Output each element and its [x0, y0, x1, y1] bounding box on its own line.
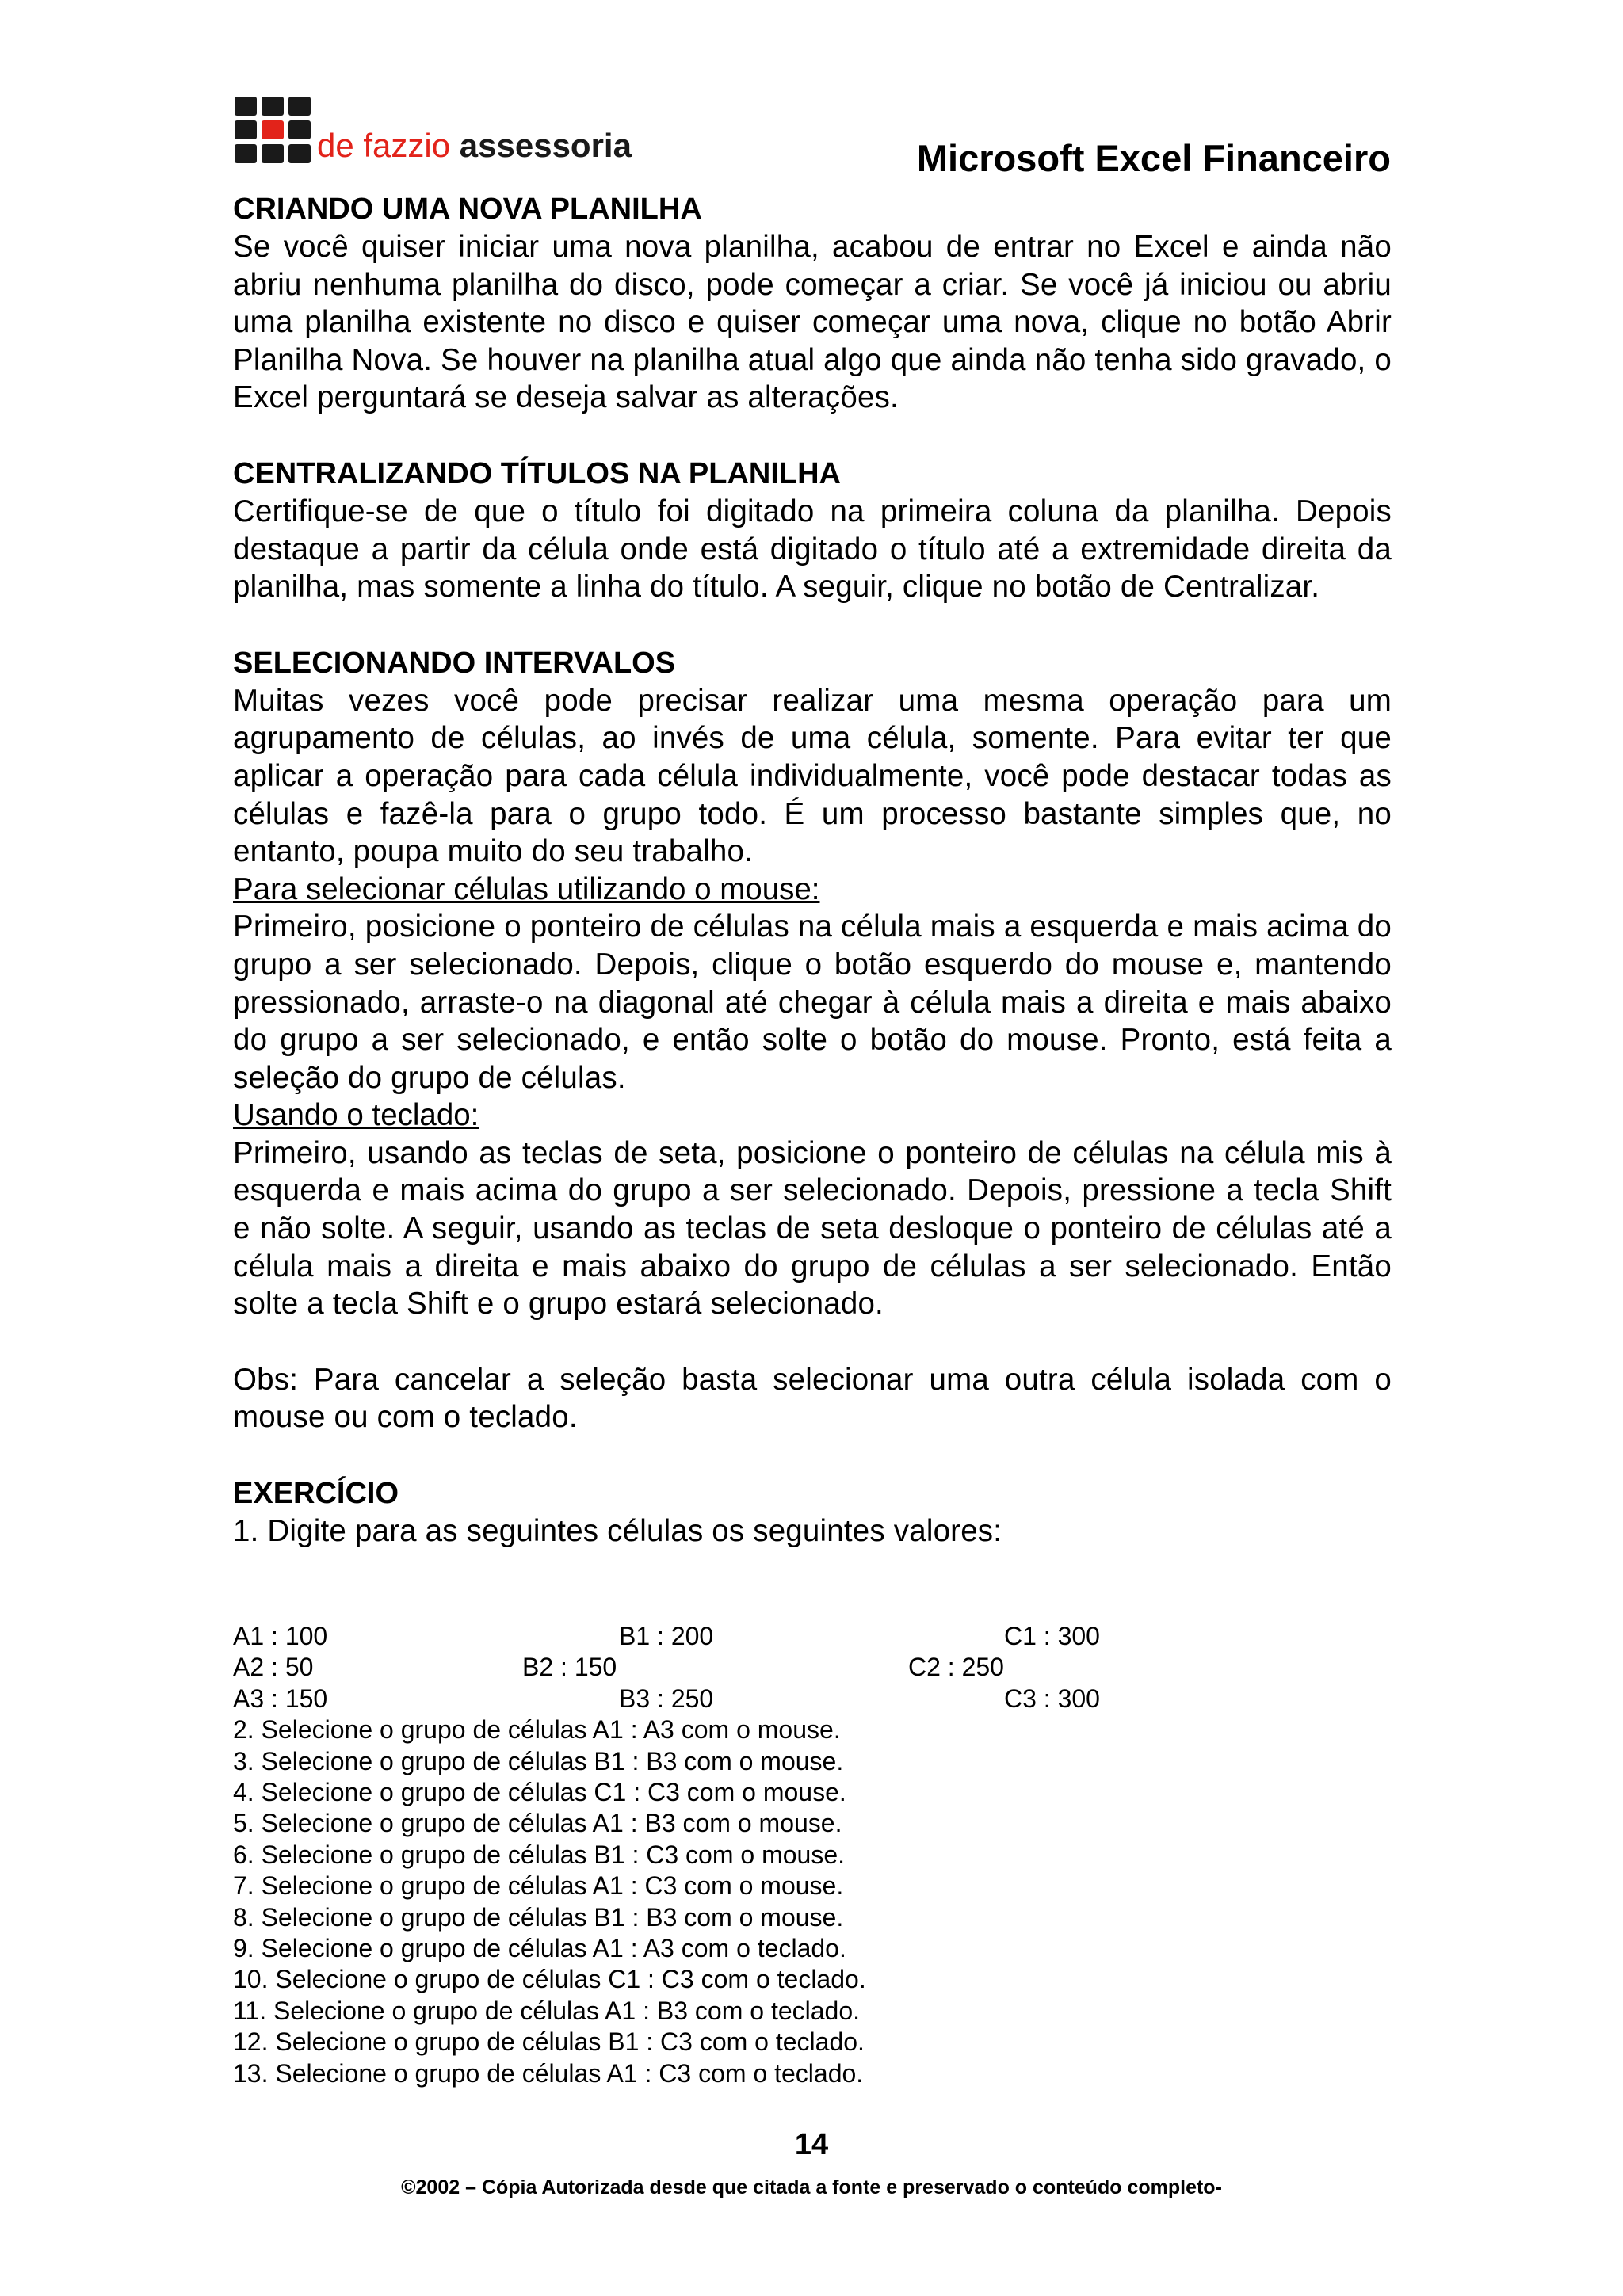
- cell-value: C1 : 300: [1004, 1622, 1100, 1650]
- exercise-step: 3. Selecione o grupo de células B1 : B3 com o mouse.: [233, 1746, 844, 1775]
- section-heading-centralizando: CENTRALIZANDO TÍTULOS NA PLANILHA: [233, 456, 841, 490]
- cell-values-row-2: [233, 1652, 1392, 1683]
- exercise-list: [233, 1621, 1392, 2089]
- exercise-step: 6. Selecione o grupo de células B1 : C3 com o mouse.: [233, 1840, 845, 1869]
- cell-value: B3 : 250: [619, 1684, 714, 1713]
- cell-value: A1 : 100: [233, 1622, 328, 1650]
- obs-note: Obs: Para cancelar a seleção basta selecionar uma outra célula isolada com o mouse ou com o teclado.: [233, 1362, 1392, 1435]
- brand-name-part2: assessoria: [459, 127, 632, 164]
- cell-value: B2 : 150: [522, 1653, 617, 1682]
- brand-logo-text: [317, 125, 632, 166]
- cell-values-row-3: [233, 1684, 1392, 1714]
- section-body-teclado: Primeiro, usando as teclas de seta, posicione o ponteiro de células na célula mis à esquerda e mais acima do grupo a ser selecionado. Depois, pressione a tecla Shift e não solte. A seguir, usando as teclas de seta desloque o ponteiro de células até a célula mais a direita e mais abaixo do grupo de células a ser selecionado. Então solte a tecla Shift e o grupo estará selecionado.: [233, 1135, 1392, 1322]
- section-body-intervalos: Muitas vezes você pode precisar realizar uma mesma operação para um agrupamento de células, ao invés de uma célula, somente. Para evitar ter que aplicar a operação para cada célula individualmente, você pode destacar todas as células e fazê-la para o grupo todo. É um processo bastante simples que, no entanto, poupa muito do seu trabalho.: [233, 683, 1392, 869]
- page-number: 14: [794, 2128, 829, 2161]
- document-title: Microsoft Excel Financeiro: [916, 137, 1391, 179]
- cell-values-row-1: [233, 1621, 1392, 1652]
- section-heading-intervalos: SELECIONANDO INTERVALOS: [233, 646, 676, 680]
- section-heading-exercicio: EXERCÍCIO: [233, 1477, 399, 1511]
- cell-value: C3 : 300: [1004, 1684, 1100, 1713]
- grid-logo-icon: [235, 97, 312, 165]
- brand-name-part1: de fazzio: [317, 127, 451, 164]
- cell-value: B1 : 200: [619, 1622, 714, 1650]
- cell-value: C2 : 250: [908, 1653, 1004, 1682]
- exercise-step: 4. Selecione o grupo de células C1 : C3 com o mouse.: [233, 1777, 846, 1806]
- exercise-step: 7. Selecione o grupo de células A1 : C3 com o mouse.: [233, 1871, 844, 1901]
- section-body-nova-planilha: Se você quiser iniciar uma nova planilha, acabou de entrar no Excel e ainda não abriu nenhuma planilha do disco, pode começar a criar. Se você já iniciou ou abriu uma planilha existente no disco e quiser começar uma nova, clique no botão Abrir Planilha Nova. Se houver na planilha atual algo que ainda não tenha sido gravado, o Excel perguntará se deseja salvar as alterações.: [233, 230, 1392, 415]
- exercise-step: 10. Selecione o grupo de células C1 : C3 com o teclado.: [233, 1965, 866, 1994]
- exercise-step: 13. Selecione o grupo de células A1 : C3 com o teclado.: [233, 2058, 864, 2088]
- exercise-step: 11. Selecione o grupo de células A1 : B3 com o teclado.: [233, 1996, 861, 2025]
- exercise-intro: 1. Digite para as seguintes células os seguintes valores:: [233, 1514, 1002, 1549]
- copyright-notice: ©2002 – Cópia Autorizada desde que citada a fonte e preservado o conteúdo completo-: [401, 2176, 1222, 2199]
- subheading-teclado: Usando o teclado:: [233, 1098, 479, 1133]
- subheading-mouse: Para selecionar células utilizando o mouse:: [233, 871, 820, 906]
- exercise-step: 12. Selecione o grupo de células B1 : C3 com o teclado.: [233, 2027, 865, 2057]
- page-content: [233, 190, 1392, 1550]
- exercise-step: 2. Selecione o grupo de células A1 : A3 com o mouse.: [233, 1715, 841, 1745]
- cell-value: A3 : 150: [233, 1684, 328, 1713]
- exercise-step: 5. Selecione o grupo de células A1 : B3 com o mouse.: [233, 1809, 842, 1838]
- exercise-step: 9. Selecione o grupo de células A1 : A3 com o teclado.: [233, 1934, 846, 1963]
- exercise-step: 8. Selecione o grupo de células B1 : B3 com o mouse.: [233, 1902, 844, 1932]
- section-body-centralizando: Certifique-se de que o título foi digitado na primeira coluna da planilha. Depois destaque a partir da célula onde está digitado o título até a extremidade direita da planilha, mas somente a linha do título. A seguir, clique no botão de Centralizar.: [233, 494, 1392, 605]
- cell-value: A2 : 50: [233, 1653, 314, 1682]
- section-body-mouse: Primeiro, posicione o ponteiro de células na célula mais a esquerda e mais acima do grupo a ser selecionado. Depois, clique o botão esquerdo do mouse e, mantendo pressionado, arraste-o na diagonal até chegar à célula mais a direita e mais abaixo do grupo a ser selecionado, e então solte o botão do mouse. Pronto, está feita a seleção do grupo de células.: [233, 910, 1392, 1095]
- section-heading-nova-planilha: CRIANDO UMA NOVA PLANILHA: [233, 193, 702, 226]
